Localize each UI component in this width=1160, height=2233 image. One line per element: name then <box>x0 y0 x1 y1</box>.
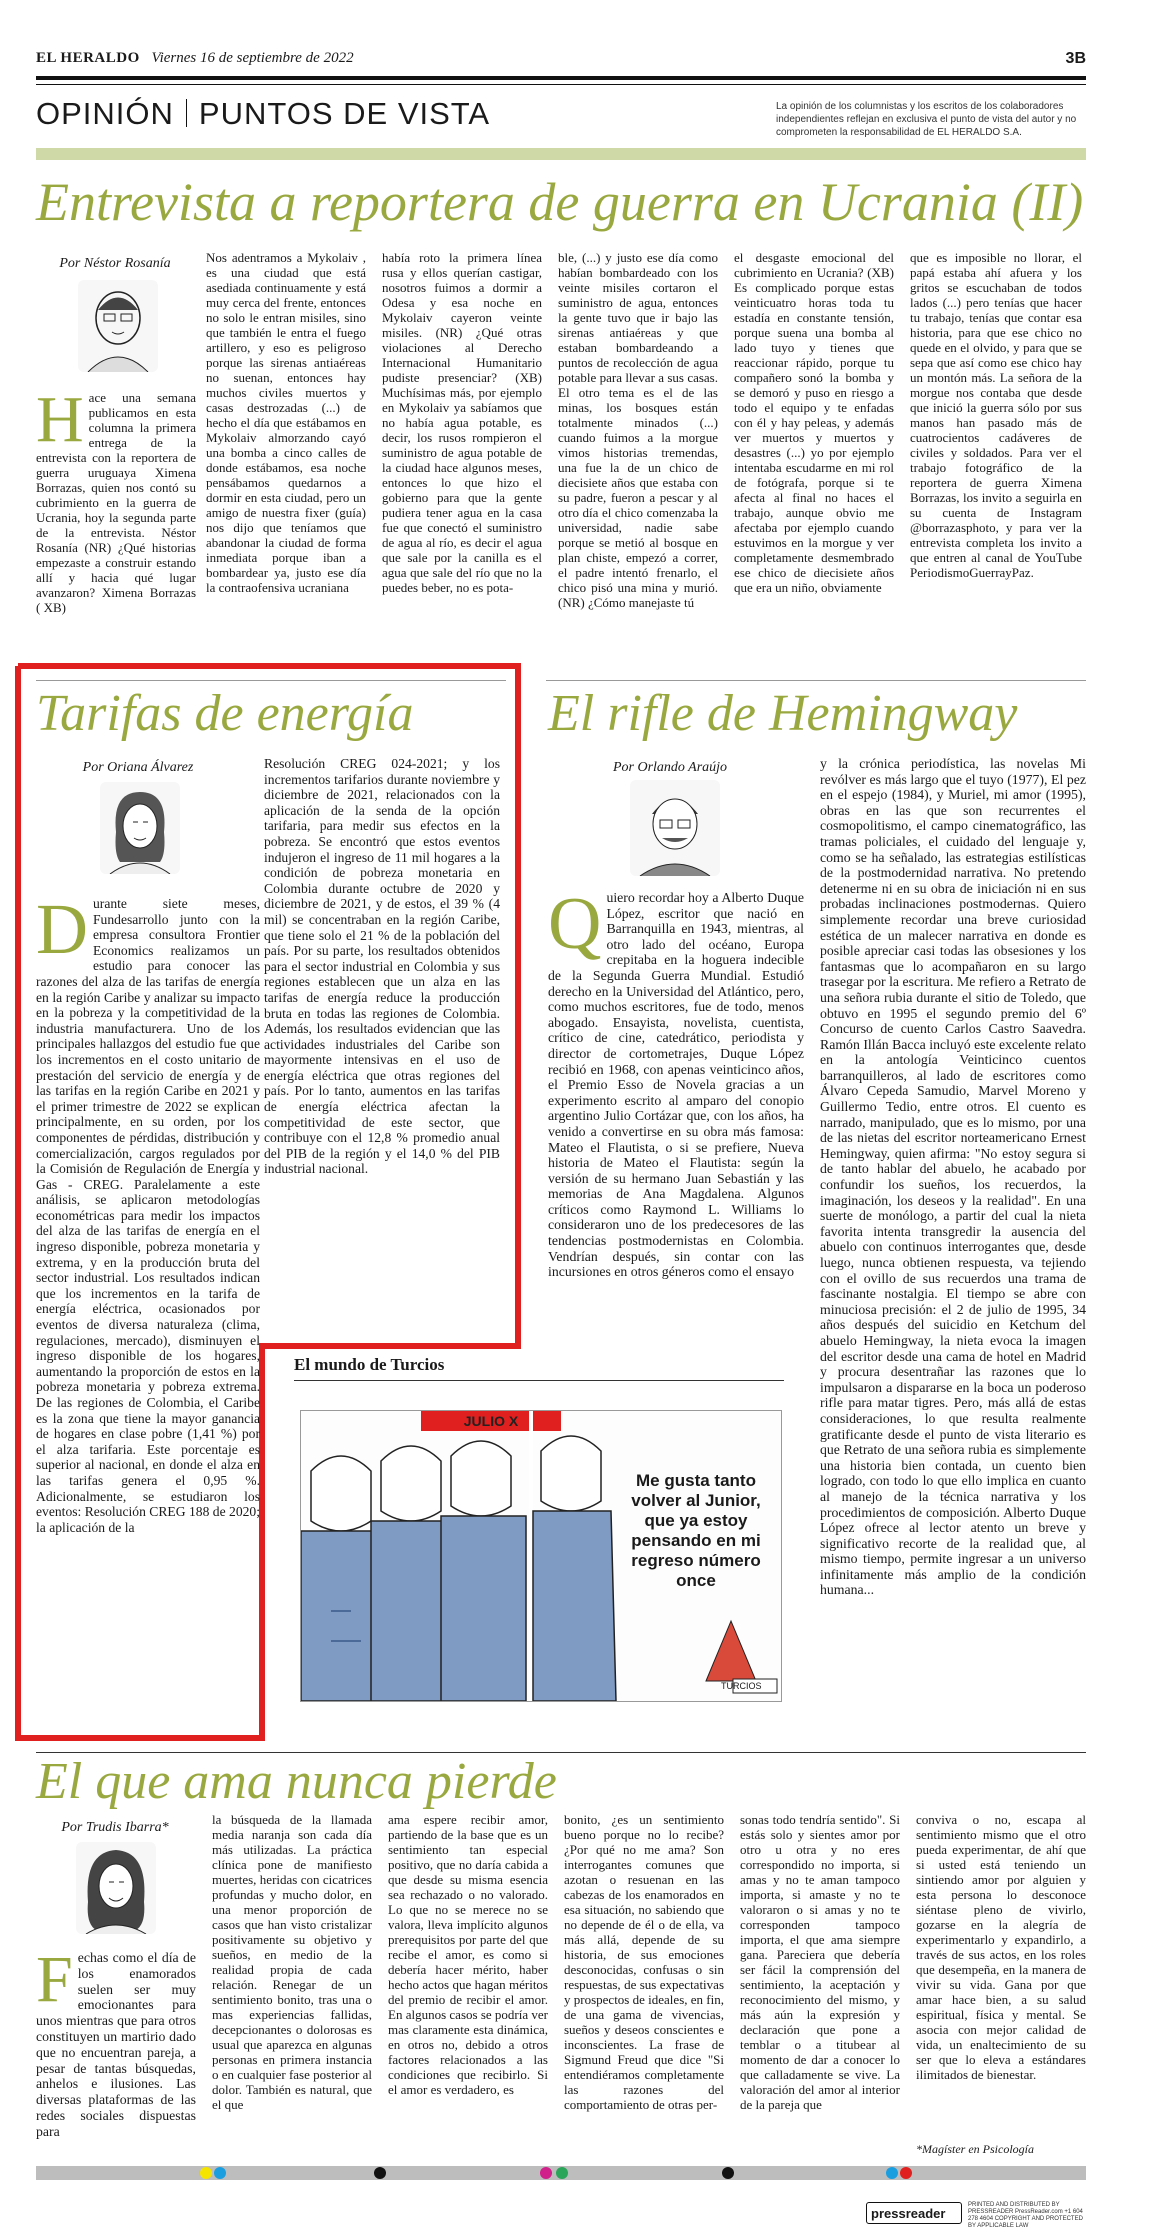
disclaimer: La opinión de los columnistas y los escritos de los colaboradores independientes reflejan en exclusiva el punto de vista del autor y no comprometen la responsabilidad de EL HERALDO S.A. <box>776 101 1077 138</box>
article3-col1-text: uiero recordar hoy a Alberto Duque López, escritor que nació en Barranquilla en 1943, mientras, al otro lado del océano, Europa crepitaba en la hoguera indecible de la Segunda Guerra Mundial. Estudió derecho en la Universidad del Atlántico, pero, como muchos escritores, fue de todo, menos abogado. Ensayista, novelista, cuentista, crítico de cine, catedrático, periodista y director de cortometrajes, Duque López recibió en 1968, con apenas veinticinco años, el Premio Esso de Novela gracias a un experimento escrito al amparo del conopio argentino Julio Cortázar que, con los años, ha venido a convertirse en su obra más famosa: Mateo el Flautista, o si se prefiere, Nueva historia de Mateo el Flautista: según la versión de su hermano Juan Sebastián y las memorias de Ana Magdalena. Algunos críticos como Raymond L. Williams lo consideraron uno de los predecesores de las tendencias postmodernistas en Colombia. Vendrían después, sin contar con las incursiones en otros géneros como el ensayo <box>548 890 804 1280</box>
article4-dropcap: F <box>36 1950 73 2016</box>
article1-dropcap: H <box>36 390 84 456</box>
article4-title: El que ama nunca pierde <box>36 1753 557 1810</box>
article1-col1 <box>36 390 196 690</box>
registration-dot <box>556 2167 568 2179</box>
cartoon-banner: JULIO X <box>463 1413 519 1429</box>
article4-col6: conviva o no, escapa al sentimiento mismo que el otro pueda experimentar, de ahí que si usted está teniendo un sintiendo amor por alguien y esta persona lo desconoce siéntase pleno de vivirlo, gozarse en la alegría de experimentarlo y expandirlo, a través de sus actos, en los roles que desempeña, en la manera de vivir su vida. Gana por que amar hace bien, a su salud espiritual, física y mental. Se asocia con mejor calidad de vida, un enaltecimiento de su ser que lo eleva a estándares ilimitados de bienestar. <box>916 1812 1086 2082</box>
article1-col4: ble, (...) y justo ese día como habían bombardeado con los veinte misiles cortaron el suministro de agua, entonces la gente tuvo que ir bajo las sirenas antiaéreas y que estaban bombardeando a puntos de recolección de agua potable para llevar a sus casas. El otro tema es el de las minas, los bosques están totalmente minados (...) cuando fuimos a la morgue vimos historias tremendas, una fue la de un chico de diecisiete años que estaba con su padre, fueron a pescar y al otro día el chico comenzaba la universidad, nadie sabe porque se metió al bosque en plan chiste, empezó a correr, el padre intentó frenarlo, el chico pisó una mina y murió. (NR) ¿Cómo manejaste tú <box>558 250 718 610</box>
section-divider <box>186 99 187 127</box>
article1-title: Entrevista a reportera de guerra en Ucrania (II) <box>36 172 1084 232</box>
cartoon-speech: Me gusta tanto volver al Junior, que ya estoy pensando en mi regreso número once <box>631 1471 761 1590</box>
article3-byline: Por Orlando Araújo <box>612 760 728 775</box>
article4-col1 <box>36 1950 196 2155</box>
masthead-rule-thin <box>36 84 1086 85</box>
portrait-drawing-4 <box>76 1842 156 1934</box>
page-number: 3B <box>1065 50 1086 67</box>
article2-portrait <box>100 782 180 874</box>
portrait-drawing-1 <box>78 280 158 372</box>
article4-col5: sonas todo tendría sentido". Si estás solo y sientes amor por otro u otra y no eres correspondido no importa, si amas y no te aman tampoco importa, si amaste y no te valoraron o si amas y no te corresponden tampoco importa, el que ama siempre gana. Pareciera que debería ser fácil la comprensión del sentimiento, la aceptación y reconocimiento del mismo, y más aún la expresión y declaración que pone a temblar o a titubear al momento de dar a conocer lo que calladamente se vive. La valoración del amor al interior de la pareja que <box>740 1812 900 2112</box>
cartoon-signature: TURCIOS <box>721 1681 762 1691</box>
section-header <box>36 96 490 132</box>
article3-col2: y la crónica periodística, las novelas Mi revólver es más largo que el tuyo (1977), El pez en el espejo (1984), y Muriel, mi amor (1995), obras en las que son recurrentes el cosmopolitismo, el campo cinematográfico, las tramas policiales, el cuidado del lenguaje y, como se ha señalado, las estrategias estilísticas de la postmodernidad narrativa. No pretendo detenerme ni en su obra de iniciación ni en sus probadas inclinaciones postmodernas. Quiero simplemente recordar una breve curiosidad estética de un malecer narrativa en donde es posible apreciar casi todas las obsesiones y los fantasmas que lo acompañaron en su largo trasegar por la escritura. Me refiero a Retrato de una señora rubia durante el sitio de Toledo, que obtuvo en 1995 el segundo premio del 6º Concurso de cuento Carlos Castro Saavedra. Ramón Illán Bacca incluyó este excelente relato en la antología Veinticinco cuentos barranquilleros, al lado de escritores como Álvaro Cepeda Samudio, Marvel Moreno y Guillermo Tedio, entre otros. El cuento es narrado, manipulado, que es lo mismo, por una de las nietas del escritor norteamericano Ernest Hemingway, quien afirma: "No estoy segura si de tanto hablar del abuelo, he acabado por confundir los sueños, los recuerdos, la imaginación, los deseos y la realidad". En una suerte de monólogo, a partir del cual la nieta favorita intenta transgredir la ausencia del abuelo con continuos interrogantes que, desde luego, nunca obtienen respuesta, va tejiendo con el ovillo de sus recuerdos una trama de fascinante nostalgia. El tiempo se abre con minuciosa precisión: el 2 de julio de 1995, 34 años después del suicidio en Ketchum del abuelo Hemingway, la nieta evoca la imagen del escritor desde una cama de hotel en Madrid y procura desentrañar las razones que lo impulsaron a dispararse en la boca un poderoso rifle para matar tigres. Pero, más allá de estas consideraciones, lo que resulta realmente gratificante desde el punto de vista literario es que Retrato de una señora rubia es simplemente una historia bien contada, un cuento bien logrado, con todo lo que ello implica en cuanto al manejo de la técnica narrativa y los procedimientos de composición. Alberto Duque López ofrece al lector atento un breve y significativo recorte de la realidad que, al mismo tiempo, permite ingresar a un universo infinitamente más amplio de la condición humana... <box>820 756 1086 1598</box>
article1-col5: el desgaste emocional del cubrimiento en Ucrania? (XB) Es complicado porque estas veinticuatro horas toda tu estadía en constante tensión, porque suena una bomba al lado tuyo y tienes que reaccionar rápido, porque tu compañero sonó la bomba y se demoró y puso en riesgo a todo el equipo y te enfadas con él y hay peleas, y además ver muertos y muertos y desastres (...) yo por ejemplo intentaba escudarme en mi rol de fotógrafa, porque si te afecta al final no haces el trabajo, aunque obvio me afectaba por ejemplo cuando estuvimos en la morgue y ver completamente desmembrado ese chico de diecisiete años que era un niño, obviamente <box>734 250 894 595</box>
registration-dot <box>886 2167 898 2179</box>
article4-col3: ama espere recibir amor, partiendo de la base que es un sentimiento tan especial positivo, que no daría cabida a que desde su misma esencia sea rechazado o no valorado. Lo que no se merece no se valora, lleva implícito algunos prerequisitos por parte del que recibe el amor, es como si debería hacer mérito, haber hecho actos que hagan méritos del premio de recibir el amor. En algunos casos se podría ver mas claramente esta dinámica, en otros no, debido a otros factores relacionados a las condiciones que recibirlo. Si el amor es verdadero, es <box>388 1812 548 2097</box>
article1-col3: había roto la primera línea rusa y ellos querían castigar, nosotros fuimos a dormir a Odesa y esa noche en Mykolaiv cayeron veinte misiles. (NR) ¿Qué otras violaciones al Derecho Internacional Humanitario pudiste presenciar? (XB) Muchísimas más, por ejemplo en Mykolaiv ya sabíamos que no había agua potable, es decir, los rusos rompieron el suministro de agua potable de la ciudad hace algunos meses, entonces lo que hizo el gobierno para que la gente pudiera tener agua en la casa fue que conectó el suministro de agua al río, es decir el agua que sale por la canilla es el agua que sale del río que no la puedes beber, no es pota- <box>382 250 542 595</box>
portrait-drawing-2 <box>100 782 180 874</box>
registration-dot <box>374 2167 386 2179</box>
article3-dropcap: Q <box>548 890 602 965</box>
registration-dot <box>214 2167 226 2179</box>
article2-col2: Resolución CREG 024-2021; y los incrementos tarifarios durante noviembre y diciembre de 2021, relacionados con la aplicación de la senda de la opción tarifaria, para medir sus efectos en la pobreza. Se encontró que estos eventos indujeron el ingreso de 11 mil hogares a la condición de pobreza monetaria en Colombia durante octubre de 2020 y diciembre de 2021, y de estos, el 39 % (4 mil) se concentraban en la región Caribe, que tiene solo el 21 % de la población del país. Por su parte, los resultados obtenidos para el sector industrial en Colombia y sus regiones establecen que un alza en las tarifas de energía reduce la producción bruta en todas las regiones de Colombia. Además, los resultados evidencian que las actividades industriales del Caribe son mayormente intensivas en el uso de energía eléctrica que otras regiones del país. Por lo tanto, aumentos en las tarifas de energía eléctrica afectan la competitividad de este sector, que contribuye con el 12,8 % promedio anual del PIB de la región y el 14,0 % del PIB industrial nacional. <box>264 756 500 1177</box>
article4-portrait <box>76 1842 156 1934</box>
masthead-rule <box>36 76 1086 80</box>
article4-col2: la búsqueda de la llamada media naranja son cada día más utilizadas. La práctica clínica pone de manifiesto muertes, heridas con cicatrices profundas y mucho dolor, en una menor proporción de casos que han visto cristalizar positivamente su objetivo y sueños, en medio de la realidad propia de cada relación. Renegar de un sentimiento bonito, tras una o mas experiencias fallidas, decepcionantes o dolorosas es usual que aparezca en algunas personas en primera instancia o en cualquier fase posterior al dolor. También es natural, que el que <box>212 1812 372 2112</box>
masthead <box>36 50 1086 72</box>
article1-col2: Nos adentramos a Mykolaiv , es una ciudad que está asediada continuamente y está muy cerca del frente, entonces no solo le entran misiles, sino que también le entra el fuego artillero, y eso es peligroso porque las sirenas antiaéreas no suenan, entonces hay muchos civiles muertos y casas destrozadas (...) de hecho el día que estábamos en Mykolaiv almorzando cayó una bomba a cinco calles de donde estábamos, esa noche pensábamos quedarnos a dormir en esta ciudad, pero un amigo de nuestra fixer (guía) nos dijo que teníamos que abandonar la ciudad de forma inmediata porque iban a bombardear ya, justo ese día la contraofensiva ucraniana <box>206 250 366 595</box>
pressreader-note: PRINTED AND DISTRIBUTED BY PRESSREADER PressReader.com +1 604 278 4604 COPYRIGHT AND PROTECTED BY APPLICABLE LAW <box>968 2202 1083 2229</box>
article1-col1-text: ace una semana publicamos en esta columna la primera entrega de la entrevista con la reportera de guerra uruguaya Ximena Borrazas, quien nos contó su cubrimiento en la guerra de Ucrania, hoy la segunda parte de la entrevista. Néstor Rosanía (NR) ¿Qué historias empezaste a construir estando allí y hacia qué lugar avanzaron? Ximena Borrazas ( XB) <box>36 390 196 615</box>
article2-dropcap: D <box>36 896 88 969</box>
article2-col1-text: urante siete meses, Fundesarrollo junto con la empresa consultora Frontier Economics realizamos un estudio para conocer las razones del alza de las tarifas de energía en la región Caribe y analizar su impacto en la pobreza y la competitividad de la industria manufacturera. Uno de los principales hallazgos del estudio fue que los incrementos en el costo unitario de prestación del servicio de energía y de las tarifas en la región Caribe en 2021 y el primer trimestre de 2022 se explican principalmente, en su orden, por los componentes de pérdidas, distribución y comercialización, cargos regulados por la Comisión de Regulación de Energía y Gas - CREG. Paralelamente a este análisis, se aplicaron metodologías econométricas para medir los impactos del alza de las tarifas de energía en el ingreso disponible, pobreza monetaria y extrema, y en la producción bruta del sector industrial. Los resultados indican que los incrementos en la tarifa de energía eléctrica, ocasionados por eventos de diversa naturaleza (clima, regulaciones, mercado), disminuyen el ingreso disponible de los hogares, aumentando la proporción de estos en la pobreza monetaria y pobreza extrema. De las regiones de Colombia, el Caribe es la zona que tiene la mayor ganancia de hogares en clase pobre (1,41 %) por el alza tarifaria. Este porcentaje es superior al nacional, en donde el alza en las tarifas genera el 0,95 %. Adicionalmente, se estudiaron los eventos: Resolución CREG 188 de 2020; la aplicación de la <box>36 896 260 1535</box>
article4-col4: bonito, ¿es un sentimiento bueno porque no lo recibe? ¿Por qué no me ama? Son interrogantes comunes que azotan o resuenan en las cabezas de los enamorados en esa situación, no sabiendo que no depende de él o de ella, va más allá, depende de su historia, de sus emociones desconocidas, confusas o sin respuestas, de sus expectativas y prospectos de ideales, en fin, de una gama de vivencias, sueños y deseos conscientes e inconscientes. La frase de Sigmund Freud que dice "Si entendiéramos completamente las razones del comportamiento de otras per- <box>564 1812 724 2112</box>
cartoon-panel <box>300 1410 782 1702</box>
article4-footnote: *Magíster en Psicología <box>916 2142 1034 2156</box>
pressreader-badge <box>866 2200 1086 2228</box>
article2-byline: Por Oriana Álvarez <box>82 760 194 775</box>
article3-col1 <box>548 890 804 1315</box>
article3-title: El rifle de Hemingway <box>548 685 1018 742</box>
article1-byline: Por Néstor Rosanía <box>59 256 171 271</box>
article4-byline: Por Trudis Ibarra* <box>61 1820 169 1835</box>
article3-rule <box>546 680 1086 681</box>
article1-col6: que es imposible no llorar, el papá estaba ahí afuera y los gritos se escuchaban de todos lados (...) pero tenías que hacer tu trabajo, tenías que contar esa historia, para que ese chico no quede en el olvido, y para que se sepa que así como ese chico hay un montón más. La señora de la morgue nos contaba que desde que inició la guerra sólo por sus manos han pasado más de cuatrocientos cadáveres de civiles y soldados. Para ver el trabajo fotográfico de la reportera de guerra Ximena Borrazas, los invito a seguirla en su cuenta de Instagram @borrazasphoto, y para ver la entrevista completa los invito a que entren al canal de YouTube PeriodismoGuerrayPaz. <box>910 250 1082 580</box>
article2-title: Tarifas de energía <box>36 685 414 742</box>
article4-col1-text: echas como el día de los enamorados suelen ser muy emocionantes para unos mientras que para otros constituyen un martirio dado que no encuentran pareja, a pesar de tantas búsquedas, anhelos e ilusiones. Las diversas plataformas de las redes sociales dispuestas para <box>36 1950 196 2139</box>
pressreader-logo: pressreader <box>866 2202 962 2224</box>
cartoon-title: El mundo de Turcios <box>294 1355 445 1374</box>
article1-portrait <box>78 280 158 372</box>
registration-dot <box>900 2167 912 2179</box>
registration-dot <box>722 2167 734 2179</box>
section-left: OPINIÓN <box>36 96 174 131</box>
portrait-drawing-3 <box>630 780 720 876</box>
masthead-date: Viernes 16 de septiembre de 2022 <box>151 50 354 66</box>
section-right: PUNTOS DE VISTA <box>198 96 491 131</box>
article3-portrait <box>630 780 720 876</box>
section-band <box>36 148 1086 160</box>
article2-col1 <box>36 896 260 1696</box>
masthead-brand: EL HERALDO <box>36 50 140 66</box>
article2-rule <box>36 680 506 681</box>
registration-dot <box>200 2167 212 2179</box>
cartoon-rule <box>294 1380 784 1381</box>
registration-dot <box>540 2167 552 2179</box>
